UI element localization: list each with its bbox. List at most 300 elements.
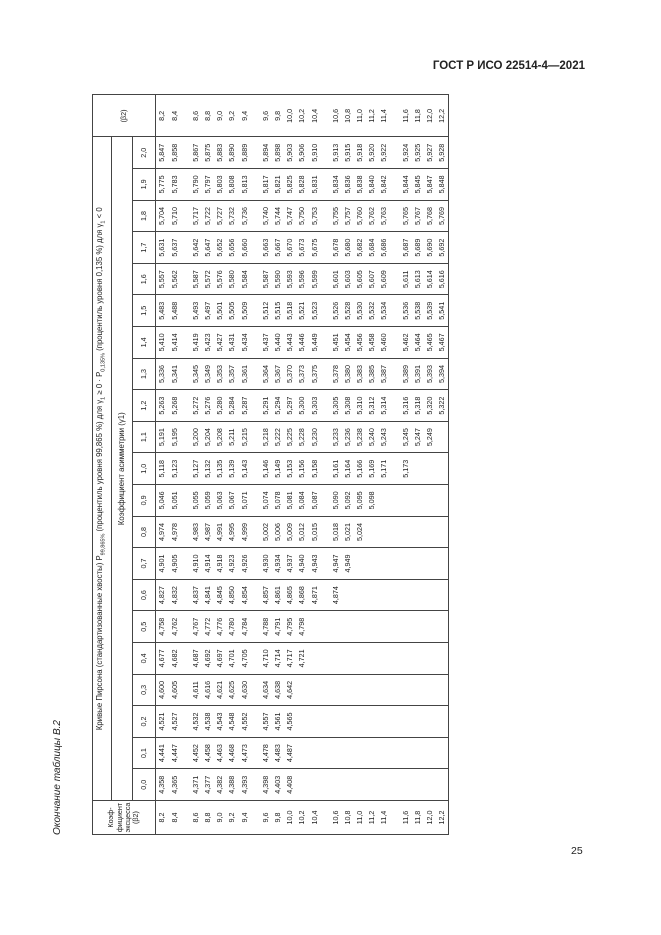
table-cell [329, 769, 341, 801]
table-cell: 5,682 [354, 232, 366, 264]
table-cell: 5,678 [329, 232, 341, 264]
table-cell: 5,894 [259, 137, 271, 169]
table-cell: 4,943 [308, 548, 320, 580]
table-cell [424, 643, 436, 675]
table-cell: 4,854 [238, 579, 250, 611]
table-cell [366, 579, 378, 611]
table-cell: 5,460 [378, 327, 390, 359]
column-header: 0,8 [133, 516, 156, 548]
row-label: 12,0 [424, 801, 436, 835]
table-cell: 5,790 [189, 169, 201, 201]
table-cell: 5,078 [272, 485, 284, 517]
table-cell [366, 516, 378, 548]
row-label-right: 11,2 [366, 95, 378, 137]
row-label: 11,6 [399, 801, 411, 835]
table-cell: 5,493 [189, 295, 201, 327]
table-cell: 4,468 [226, 737, 238, 769]
table-cell: 4,677 [156, 643, 169, 675]
table-cell: 4,697 [214, 643, 226, 675]
table-cell: 4,473 [238, 737, 250, 769]
table-cell: 5,684 [366, 232, 378, 264]
table-cell: 5,922 [378, 137, 390, 169]
row-label-right: 9,8 [272, 95, 284, 137]
table-cell [436, 485, 449, 517]
table-cell: 5,166 [354, 453, 366, 485]
table-cell [329, 706, 341, 738]
table-cell: 5,294 [272, 390, 284, 422]
table-row [378, 95, 390, 835]
table-cell: 5,312 [366, 390, 378, 422]
table-row [436, 95, 449, 835]
table-cell: 5,599 [308, 263, 320, 295]
table-cell [341, 737, 353, 769]
table-cell [308, 611, 320, 643]
table-cell: 5,009 [284, 516, 296, 548]
table-cell: 5,046 [156, 485, 169, 517]
row-label: 11,4 [378, 801, 390, 835]
table-cell: 4,483 [272, 737, 284, 769]
table-cell: 5,842 [378, 169, 390, 201]
table-cell: 5,236 [341, 421, 353, 453]
column-header: 1,9 [133, 169, 156, 201]
table-cell: 5,373 [296, 358, 308, 390]
column-header: 1,4 [133, 327, 156, 359]
table-cell [308, 769, 320, 801]
table-cell: 5,164 [341, 453, 353, 485]
table-cell: 5,230 [308, 421, 320, 453]
column-header: 0,2 [133, 706, 156, 738]
table-cell: 5,127 [189, 453, 201, 485]
table-cell: 5,322 [436, 390, 449, 422]
table-row [341, 95, 353, 835]
table-cell: 5,505 [226, 295, 238, 327]
table-cell: 5,268 [168, 390, 180, 422]
table-cell: 5,464 [411, 327, 423, 359]
table-cell [341, 674, 353, 706]
table-cell: 5,587 [189, 263, 201, 295]
table-cell: 5,821 [272, 169, 284, 201]
table-cell: 4,403 [272, 769, 284, 801]
table-cell: 5,465 [424, 327, 436, 359]
table-cell: 5,580 [226, 263, 238, 295]
table-cell: 5,690 [424, 232, 436, 264]
table-cell: 4,692 [202, 643, 214, 675]
table-cell: 5,318 [411, 390, 423, 422]
row-label-right: 9,6 [259, 95, 271, 137]
table-cell: 5,247 [411, 421, 423, 453]
table-cell: 4,521 [156, 706, 169, 738]
table-cell [436, 516, 449, 548]
table-cell: 5,652 [214, 232, 226, 264]
table-row [399, 95, 411, 835]
column-header: 0,1 [133, 737, 156, 769]
table-cell [436, 643, 449, 675]
table-cell [354, 737, 366, 769]
table-cell: 5,918 [354, 137, 366, 169]
table-cell: 5,353 [214, 358, 226, 390]
table-cell [354, 611, 366, 643]
table-cell [354, 706, 366, 738]
column-header: 0,9 [133, 485, 156, 517]
table-cell: 5,419 [189, 327, 201, 359]
table-cell: 4,682 [168, 643, 180, 675]
table-cell: 5,387 [378, 358, 390, 390]
table-cell: 5,067 [226, 485, 238, 517]
table-cell: 5,523 [308, 295, 320, 327]
table-cell: 4,630 [238, 674, 250, 706]
table-cell: 5,840 [366, 169, 378, 201]
table-cell [411, 548, 423, 580]
column-header: 1,0 [133, 453, 156, 485]
table-cell: 4,947 [329, 548, 341, 580]
table-cell: 4,393 [238, 769, 250, 801]
table-cell: 5,357 [226, 358, 238, 390]
row-label-right: 11,6 [399, 95, 411, 137]
table-cell: 5,225 [284, 421, 296, 453]
table-cell: 5,427 [214, 327, 226, 359]
table-cell [296, 737, 308, 769]
table-cell: 5,924 [399, 137, 411, 169]
row-label-right: 10,2 [296, 95, 308, 137]
document-header: ГОСТ Р ИСО 22514-4—2021 [432, 60, 585, 72]
row-label: 8,4 [168, 801, 180, 835]
table-row [366, 95, 378, 835]
table-cell: 5,300 [296, 390, 308, 422]
row-header-label: Коэф-фициент эксцесса (β2) [93, 801, 156, 835]
table-cell: 5,768 [424, 200, 436, 232]
column-header: 1,5 [133, 295, 156, 327]
table-cell [424, 579, 436, 611]
table-cell: 4,905 [168, 548, 180, 580]
table-cell: 4,634 [259, 674, 271, 706]
table-cell: 5,611 [399, 263, 411, 295]
table-row [296, 95, 308, 835]
table-cell: 4,937 [284, 548, 296, 580]
table-cell: 5,689 [411, 232, 423, 264]
table-cell [399, 643, 411, 675]
table-row [189, 95, 201, 835]
table-cell: 4,538 [202, 706, 214, 738]
table-cell: 5,443 [284, 327, 296, 359]
table-cell: 4,983 [189, 516, 201, 548]
table-cell [341, 769, 353, 801]
table-cell: 5,006 [272, 516, 284, 548]
table-cell: 5,336 [156, 358, 169, 390]
table-cell: 5,831 [308, 169, 320, 201]
table-cell: 5,391 [411, 358, 423, 390]
table-cell: 4,543 [214, 706, 226, 738]
table-cell: 5,437 [259, 327, 271, 359]
table-cell: 5,532 [366, 295, 378, 327]
table-cell: 4,901 [156, 548, 169, 580]
table-cell: 5,530 [354, 295, 366, 327]
table-cell: 4,358 [156, 769, 169, 801]
table-cell [424, 674, 436, 706]
rotated-content [52, 95, 574, 835]
table-cell: 4,784 [238, 611, 250, 643]
table-cell: 5,308 [341, 390, 353, 422]
table-cell: 5,055 [189, 485, 201, 517]
table-cell: 4,371 [189, 769, 201, 801]
table-cell [424, 548, 436, 580]
column-header: 1,7 [133, 232, 156, 264]
table-cell [411, 706, 423, 738]
table-cell [341, 579, 353, 611]
table-subtitle: Коэффициент асимметрии (γ1) [112, 137, 133, 801]
table-cell: 5,906 [296, 137, 308, 169]
table-cell: 5,084 [296, 485, 308, 517]
table-cell: 5,449 [308, 327, 320, 359]
table-cell: 4,478 [259, 737, 271, 769]
table-cell: 5,858 [168, 137, 180, 169]
table-cell [399, 706, 411, 738]
row-label: 11,8 [411, 801, 423, 835]
row-label: 10,2 [296, 801, 308, 835]
table-cell: 5,012 [296, 516, 308, 548]
table-cell: 5,515 [272, 295, 284, 327]
table-row [354, 95, 366, 835]
table-cell: 5,910 [308, 137, 320, 169]
table-cell: 4,861 [272, 579, 284, 611]
table-cell [366, 548, 378, 580]
table-cell: 5,153 [284, 453, 296, 485]
table-cell: 4,999 [238, 516, 250, 548]
table-cell: 4,874 [329, 579, 341, 611]
table-cell [378, 516, 390, 548]
table-cell: 4,940 [296, 548, 308, 580]
row-label-right: 11,4 [378, 95, 390, 137]
table-cell: 5,845 [411, 169, 423, 201]
table-cell: 4,701 [226, 643, 238, 675]
table-cell: 4,865 [284, 579, 296, 611]
table-cell: 4,487 [284, 737, 296, 769]
table-cell: 5,521 [296, 295, 308, 327]
table-cell: 4,714 [272, 643, 284, 675]
table-cell: 5,276 [202, 390, 214, 422]
row-label-right: 10,0 [284, 95, 296, 137]
table-cell: 5,434 [238, 327, 250, 359]
row-label-right: 9,2 [226, 95, 238, 137]
table-cell: 5,607 [366, 263, 378, 295]
table-cell: 5,238 [354, 421, 366, 453]
table-cell [424, 485, 436, 517]
table-cell: 5,364 [259, 358, 271, 390]
column-header: 1,6 [133, 263, 156, 295]
table-cell: 5,462 [399, 327, 411, 359]
table-cell: 4,837 [189, 579, 201, 611]
table-cell: 5,431 [226, 327, 238, 359]
table-cell [366, 737, 378, 769]
row-label: 9,4 [238, 801, 250, 835]
table-cell: 4,710 [259, 643, 271, 675]
table-cell: 5,609 [378, 263, 390, 295]
table-cell: 4,987 [202, 516, 214, 548]
table-cell [378, 485, 390, 517]
table-cell: 5,171 [378, 453, 390, 485]
row-label: 10,0 [284, 801, 296, 835]
table-cell: 5,370 [284, 358, 296, 390]
table-cell: 5,769 [436, 200, 449, 232]
table-cell: 5,889 [238, 137, 250, 169]
table-cell: 4,557 [259, 706, 271, 738]
table-cell: 4,857 [259, 579, 271, 611]
table-cell [436, 611, 449, 643]
table-cell: 5,875 [202, 137, 214, 169]
table-cell [378, 611, 390, 643]
table-cell: 4,452 [189, 737, 201, 769]
table-cell: 5,775 [156, 169, 169, 201]
table-cell: 5,538 [411, 295, 423, 327]
table-cell: 5,518 [284, 295, 296, 327]
table-cell: 5,825 [284, 169, 296, 201]
table-cell [436, 579, 449, 611]
table-cell [411, 516, 423, 548]
row-label-right: 10,6 [329, 95, 341, 137]
table-cell: 5,757 [341, 200, 353, 232]
table-cell: 5,920 [366, 137, 378, 169]
table-cell: 5,414 [168, 327, 180, 359]
table-cell: 5,146 [259, 453, 271, 485]
table-cell: 4,991 [214, 516, 226, 548]
table-cell: 5,710 [168, 200, 180, 232]
table-cell: 4,795 [284, 611, 296, 643]
table-cell: 5,287 [238, 390, 250, 422]
row-label: 10,4 [308, 801, 320, 835]
table-cell: 5,614 [424, 263, 436, 295]
table-cell: 4,687 [189, 643, 201, 675]
table-cell: 4,408 [284, 769, 296, 801]
row-label-right: 8,2 [156, 95, 169, 137]
table-cell: 5,747 [284, 200, 296, 232]
table-cell: 4,850 [226, 579, 238, 611]
table-cell [424, 611, 436, 643]
table-cell: 5,631 [156, 232, 169, 264]
table-cell: 5,156 [296, 453, 308, 485]
table-cell: 4,441 [156, 737, 169, 769]
table-cell [296, 706, 308, 738]
table-cell: 4,705 [238, 643, 250, 675]
table-cell: 5,383 [354, 358, 366, 390]
table-cell: 5,797 [202, 169, 214, 201]
column-header: 1,1 [133, 421, 156, 453]
table-cell: 5,838 [354, 169, 366, 201]
table-cell: 4,949 [341, 548, 353, 580]
table-cell: 5,539 [424, 295, 436, 327]
table-cell [436, 421, 449, 453]
table-cell [308, 674, 320, 706]
row-label: 11,2 [366, 801, 378, 835]
table-cell: 5,501 [214, 295, 226, 327]
table-cell: 5,135 [214, 453, 226, 485]
table-cell: 5,015 [308, 516, 320, 548]
table-cell: 4,642 [284, 674, 296, 706]
table-cell: 5,813 [238, 169, 250, 201]
table-cell: 5,717 [189, 200, 201, 232]
table-cell: 4,762 [168, 611, 180, 643]
table-cell [329, 643, 341, 675]
table-cell [399, 548, 411, 580]
table-cell [366, 674, 378, 706]
table-row [156, 95, 169, 835]
page-number: 25 [571, 845, 583, 857]
table-cell: 5,557 [156, 263, 169, 295]
table-cell [411, 453, 423, 485]
group-spacer [320, 95, 329, 835]
table-cell: 5,215 [238, 421, 250, 453]
table-cell: 5,158 [308, 453, 320, 485]
table-cell [411, 737, 423, 769]
row-label: 10,8 [341, 801, 353, 835]
table-cell [366, 611, 378, 643]
table-cell: 4,841 [202, 579, 214, 611]
table-cell: 5,673 [296, 232, 308, 264]
column-header: 0,5 [133, 611, 156, 643]
table-row [259, 95, 271, 835]
table-cell: 5,195 [168, 421, 180, 453]
row-label: 11,0 [354, 801, 366, 835]
table-cell [411, 769, 423, 801]
table-cell: 4,388 [226, 769, 238, 801]
table-cell [378, 579, 390, 611]
table-cell [411, 674, 423, 706]
table-cell: 4,934 [272, 548, 284, 580]
table-cell: 5,847 [424, 169, 436, 201]
table-cell: 5,928 [436, 137, 449, 169]
table-cell: 5,616 [436, 263, 449, 295]
table-cell: 4,995 [226, 516, 238, 548]
table-cell [411, 579, 423, 611]
table-cell [399, 579, 411, 611]
table-cell: 5,903 [284, 137, 296, 169]
table-cell [366, 769, 378, 801]
table-cell: 5,663 [259, 232, 271, 264]
table-cell: 4,845 [214, 579, 226, 611]
table-cell: 4,918 [214, 548, 226, 580]
table-cell [378, 706, 390, 738]
group-spacer [180, 95, 189, 835]
table-cell: 5,467 [436, 327, 449, 359]
table-cell [399, 674, 411, 706]
table-cell: 5,361 [238, 358, 250, 390]
table-cell: 4,827 [156, 579, 169, 611]
table-cell: 5,808 [226, 169, 238, 201]
table-cell: 5,018 [329, 516, 341, 548]
column-header: 0,7 [133, 548, 156, 580]
table-cell: 4,616 [202, 674, 214, 706]
column-header: 1,2 [133, 390, 156, 422]
table-cell: 5,380 [341, 358, 353, 390]
table-cell: 5,675 [308, 232, 320, 264]
table-cell: 4,552 [238, 706, 250, 738]
table-cell [424, 516, 436, 548]
table-cell: 4,382 [214, 769, 226, 801]
table-cell: 5,218 [259, 421, 271, 453]
table-cell: 5,686 [378, 232, 390, 264]
table-cell: 5,765 [399, 200, 411, 232]
table-cell: 5,925 [411, 137, 423, 169]
table-cell: 5,848 [436, 169, 449, 201]
table-cell: 4,758 [156, 611, 169, 643]
table-cell: 5,488 [168, 295, 180, 327]
table-cell [424, 737, 436, 769]
table-cell: 5,913 [329, 137, 341, 169]
column-header: 0,0 [133, 769, 156, 801]
table-cell: 5,483 [156, 295, 169, 327]
table-cell: 4,974 [156, 516, 169, 548]
table-cell [399, 737, 411, 769]
table-cell: 4,611 [189, 674, 201, 706]
table-cell [424, 453, 436, 485]
